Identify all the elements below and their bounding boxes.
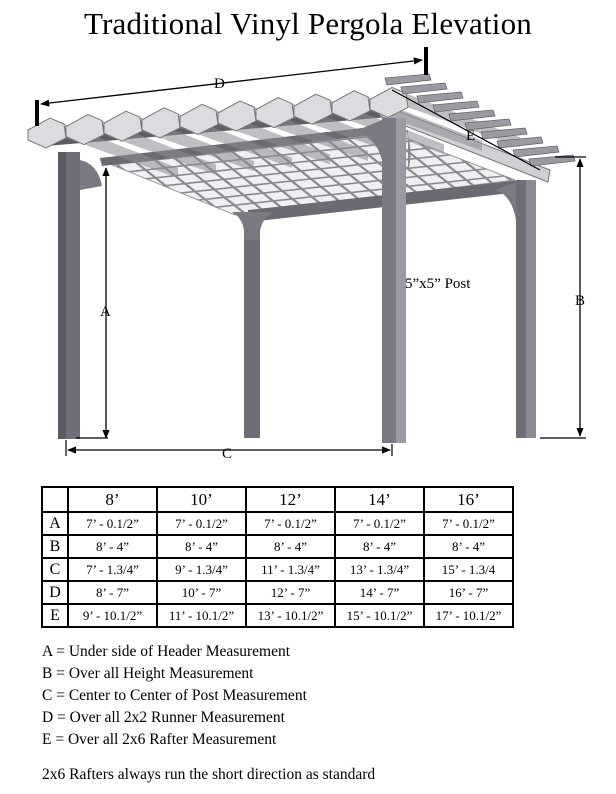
table-cell: 12’ - 7” bbox=[246, 581, 335, 604]
column-header: 12’ bbox=[246, 487, 335, 512]
post-size-label: 5”x5” Post bbox=[405, 276, 471, 292]
measurement-legend bbox=[42, 641, 307, 751]
row-label: D bbox=[42, 581, 68, 604]
table-cell: 13’ - 1.3/4” bbox=[335, 558, 424, 581]
table-cell: 13’ - 10.1/2” bbox=[246, 604, 335, 627]
table-cell: 9’ - 1.3/4” bbox=[157, 558, 246, 581]
row-label: E bbox=[42, 604, 68, 627]
label-c: C bbox=[222, 446, 233, 462]
label-e: E bbox=[466, 128, 476, 144]
table-cell: 11’ - 1.3/4” bbox=[246, 558, 335, 581]
legend-item: C = Center to Center of Post Measurement bbox=[42, 687, 307, 704]
table-cell: 7’ - 0.1/2” bbox=[246, 512, 335, 535]
dimension-table bbox=[41, 486, 514, 628]
column-header: 14’ bbox=[335, 487, 424, 512]
table-cell: 15’ - 1.3/4 bbox=[424, 558, 513, 581]
label-b: B bbox=[575, 293, 586, 309]
table-cell: 8’ - 4” bbox=[424, 535, 513, 558]
table-row bbox=[42, 604, 513, 627]
legend-item: A = Under side of Header Measurement bbox=[42, 643, 291, 660]
column-header: 16’ bbox=[424, 487, 513, 512]
column-header: 10’ bbox=[157, 487, 246, 512]
front-left-post bbox=[58, 152, 102, 439]
table-cell: 7’ - 0.1/2” bbox=[68, 512, 157, 535]
table-cell: 7’ - 1.3/4” bbox=[68, 558, 157, 581]
table-cell: 7’ - 0.1/2” bbox=[424, 512, 513, 535]
column-header: 8’ bbox=[68, 487, 157, 512]
dimension-a bbox=[76, 168, 108, 438]
table-cell: 7’ - 0.1/2” bbox=[335, 512, 424, 535]
legend-item: D = Over all 2x2 Runner Measurement bbox=[42, 709, 285, 726]
label-a: A bbox=[100, 304, 111, 320]
table-cell: 11’ - 10.1/2” bbox=[157, 604, 246, 627]
table-cell: 7’ - 0.1/2” bbox=[157, 512, 246, 535]
table-cell: 16’ - 7” bbox=[424, 581, 513, 604]
table-cell: 8’ - 4” bbox=[157, 535, 246, 558]
table-cell: 8’ - 4” bbox=[246, 535, 335, 558]
table-cell: 17’ - 10.1/2” bbox=[424, 604, 513, 627]
row-label: A bbox=[42, 512, 68, 535]
table-cell: 14’ - 7” bbox=[335, 581, 424, 604]
rafter-footnote: 2x6 Rafters always run the short direction as standard bbox=[42, 766, 376, 783]
table-row bbox=[42, 581, 513, 604]
table-cell: 8’ - 4” bbox=[335, 535, 424, 558]
legend-item: E = Over all 2x6 Rafter Measurement bbox=[42, 731, 277, 748]
page-title: Traditional Vinyl Pergola Elevation bbox=[83, 6, 532, 41]
table-cell: 8’ - 4” bbox=[68, 535, 157, 558]
row-label: C bbox=[42, 558, 68, 581]
table-row bbox=[42, 512, 513, 535]
table-cell: 15’ - 10.1/2” bbox=[335, 604, 424, 627]
legend-item: B = Over all Height Measurement bbox=[42, 665, 254, 682]
table-cell: 8’ - 7” bbox=[68, 581, 157, 604]
right-post bbox=[496, 180, 536, 438]
table-header-row bbox=[42, 487, 513, 512]
table-cell: 9’ - 10.1/2” bbox=[68, 604, 157, 627]
row-label: B bbox=[42, 535, 68, 558]
table-row bbox=[42, 558, 513, 581]
rear-post bbox=[232, 212, 274, 438]
table-cell: 10’ - 7” bbox=[157, 581, 246, 604]
table-row bbox=[42, 535, 513, 558]
label-d: D bbox=[214, 76, 225, 92]
table-corner-cell bbox=[42, 487, 68, 512]
